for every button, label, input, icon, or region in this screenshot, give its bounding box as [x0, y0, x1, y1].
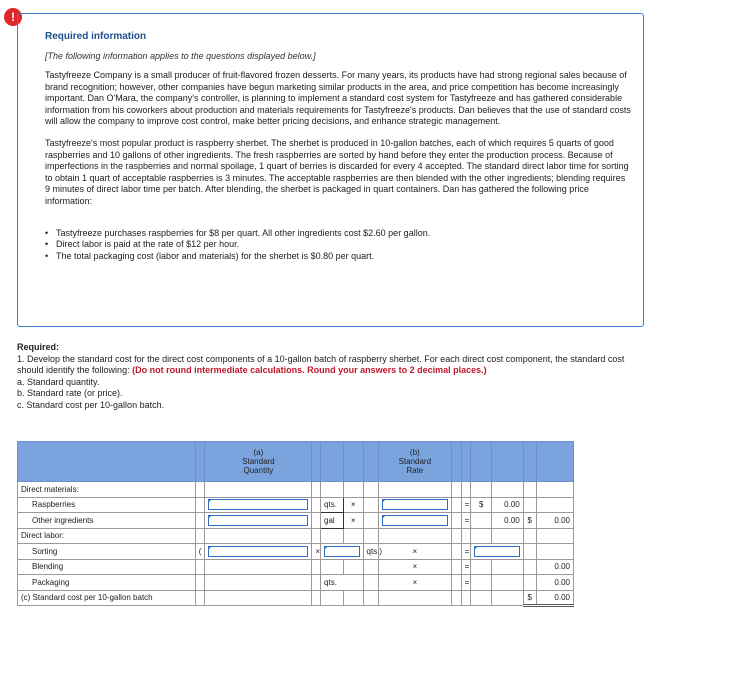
row-label-blending: Blending — [18, 559, 196, 575]
blending-total: 0.00 — [536, 559, 573, 575]
header-label: Rate — [406, 466, 424, 475]
table-row — [18, 544, 574, 560]
required-information-panel — [17, 13, 644, 327]
raspberries-quantity-input[interactable] — [208, 499, 308, 510]
unit-label: gal — [321, 513, 344, 529]
row-label-direct-labor: Direct labor: — [18, 528, 196, 544]
info-title: Required information — [45, 31, 147, 42]
sorting-qts-input[interactable] — [324, 546, 360, 557]
open-paren: ( — [195, 544, 205, 560]
list-item: • The total packaging cost (labor and materials) for the sherbet is $0.80 per quart. — [45, 251, 631, 263]
equals-sign: = — [461, 575, 471, 591]
unit-label: qts. — [321, 575, 364, 591]
row-label-standard-cost: (c) Standard cost per 10-gallon batch — [18, 590, 196, 606]
table-row — [18, 559, 574, 575]
header-blank — [536, 442, 573, 482]
row-label-other-ingredients: Other ingredients — [18, 513, 196, 529]
info-subtitle: [The following information applies to the questions displayed below.] — [45, 51, 316, 61]
required-item: b. Standard rate (or price). — [17, 388, 123, 399]
unit-label: qts.) — [363, 544, 378, 560]
times-sign: × — [378, 544, 451, 560]
question-text — [17, 354, 637, 377]
times-sign: × — [378, 559, 451, 575]
sorting-quantity-input[interactable] — [208, 546, 308, 557]
table-row — [18, 513, 574, 529]
header-blank — [471, 442, 492, 482]
header-label: (b) — [409, 448, 420, 457]
raspberries-rate-input[interactable] — [382, 499, 448, 510]
header-label: (a) — [253, 448, 264, 457]
header-standard-rate — [378, 442, 451, 482]
row-label-sorting: Sorting — [18, 544, 196, 560]
alert-icon: ! — [4, 8, 22, 26]
direct-materials-total: 0.00 — [536, 513, 573, 529]
packaging-total: 0.00 — [536, 575, 573, 591]
row-label-direct-materials: Direct materials: — [18, 482, 196, 498]
required-item: a. Standard quantity. — [17, 376, 100, 387]
list-item: • Direct labor is paid at the rate of $12 per hour. — [45, 239, 631, 251]
header-blank — [451, 442, 461, 482]
header-blank — [363, 442, 378, 482]
sorting-rate-input[interactable] — [474, 546, 519, 557]
table-row — [18, 575, 574, 591]
unit-label: qts. — [321, 497, 344, 513]
list-item: • Tastyfreeze purchases raspberries for $8 per quart. All other ingredients cost $2.60 per gallon. — [45, 228, 631, 240]
standard-cost-table — [17, 441, 574, 607]
raspberries-cost-value: 0.00 — [492, 497, 524, 513]
times-sign: × — [378, 575, 451, 591]
other-ingredients-rate-input[interactable] — [382, 515, 448, 526]
other-ingredients-cost-value: 0.00 — [492, 513, 524, 529]
header-label: Quantity — [243, 466, 274, 475]
header-blank — [321, 442, 344, 482]
header-label: Standard — [242, 457, 275, 466]
standard-cost-total: 0.00 — [536, 590, 573, 606]
table-row — [18, 528, 574, 544]
equals-sign: = — [461, 544, 471, 560]
header-blank — [343, 442, 363, 482]
dollar-sign: $ — [523, 590, 536, 606]
required-section — [17, 342, 637, 412]
header-blank — [492, 442, 524, 482]
equals-sign: = — [461, 513, 471, 529]
header-blank — [18, 442, 196, 482]
header-blank — [195, 442, 205, 482]
dollar-sign: $ — [471, 497, 492, 513]
price-info-list — [45, 228, 631, 263]
info-paragraph-1: Tastyfreeze Company is a small producer of fruit-flavored frozen desserts. For many years, its products have had strong regional sales because of brand recognition; however, other companies have begun marketing similar products in the area, and price competition has become increasingly important. Dan O'Mara, the company's controller, is planning to implement a standard cost system for Tastyfreeze and has gathered considerable information from his coworkers about production and materials requirements for Tastyfreeze's products. Dan believes that the use of standard costs will allow the company to improve cost control, make better pricing decisions, and enhance strategic management. — [45, 70, 631, 127]
table-row — [18, 482, 574, 498]
required-title: Required: — [17, 342, 60, 352]
table-header-row — [18, 442, 574, 482]
table-row — [18, 590, 574, 606]
info-paragraph-2: Tastyfreeze's most popular product is raspberry sherbet. The sherbet is produced in 10-gallon batches, each of which requires 5 quarts of good raspberries and 10 gallons of other ingredients. The fresh raspberries are sorted by hand before they enter the production process. Because of imperfections in the raspberries and normal spoilage, 1 quart of berries is discarded for every 4 accepted. The standard direct labor time for sorting to obtain 1 quart of acceptable raspberries is 3 minutes. The acceptable raspberries are then blended with the other ingredients; blending requires 9 minutes of direct labor time per batch. After blending, the sherbet is packaged in quart containers. Dan has gathered the following price information: — [45, 137, 629, 206]
header-blank — [523, 442, 536, 482]
equals-sign: = — [461, 559, 471, 575]
rounding-instruction: (Do not round intermediate calculations. Round your answers to 2 decimal places.) — [132, 365, 487, 376]
question-1-text: 1. Develop the standard cost for the direct cost components of a 10-gallon batch of raspberry sherbet. For each direct cost component, the standard cost should identify the following: — [17, 353, 625, 376]
times-sign: × — [343, 497, 363, 513]
other-ingredients-quantity-input[interactable] — [208, 515, 308, 526]
table-row — [18, 497, 574, 513]
header-label: Standard — [398, 457, 432, 466]
header-blank — [461, 442, 471, 482]
required-item: c. Standard cost per 10-gallon batch. — [17, 399, 165, 410]
header-blank — [312, 442, 321, 482]
dollar-sign: $ — [523, 513, 536, 529]
row-label-packaging: Packaging — [18, 575, 196, 591]
times-sign: × — [343, 513, 363, 529]
header-standard-quantity — [205, 442, 312, 482]
times-sign: × — [312, 544, 321, 560]
row-label-raspberries: Raspberries — [18, 497, 196, 513]
equals-sign: = — [461, 497, 471, 513]
